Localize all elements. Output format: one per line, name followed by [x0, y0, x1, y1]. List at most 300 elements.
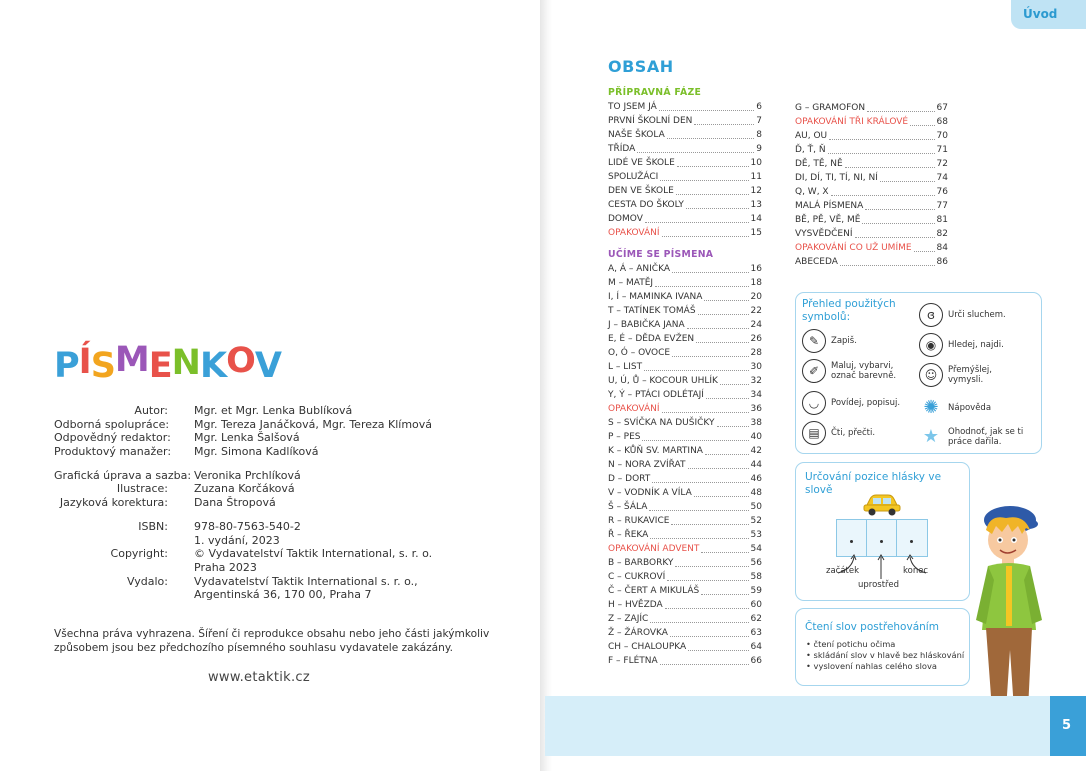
toc-column-1: [608, 86, 762, 668]
credit-row: [54, 547, 524, 574]
toc-entry[interactable]: [608, 388, 762, 402]
toc-entry[interactable]: [608, 226, 762, 240]
symbols-legend-box: [795, 292, 1042, 454]
credit-row: [54, 482, 524, 496]
toc-leader-dots: [670, 636, 749, 637]
list-item: • skládání slov v hlavě bez hláskování: [806, 650, 964, 661]
page-number: 5: [1062, 718, 1072, 733]
toc-entry-page: 74: [936, 173, 948, 183]
toc-entry-page: 30: [750, 362, 762, 372]
credit-values: [194, 575, 418, 602]
toc-entry-page: 68: [936, 117, 948, 127]
toc-section-heading: PŘÍPRAVNÁ FÁZE: [608, 87, 702, 98]
symbols-legend-title: Přehled použitých symbolů:: [802, 298, 896, 323]
toc-leader-dots: [672, 272, 749, 273]
toc-entry-title: PRVNÍ ŠKOLNÍ DEN: [608, 116, 693, 126]
reading-method-list: [806, 639, 964, 672]
credit-label: Produktový manažer:: [54, 445, 172, 459]
toc-entry[interactable]: [608, 304, 762, 318]
label-start: začátek: [826, 566, 860, 576]
toc-entry[interactable]: [608, 318, 762, 332]
credit-value: © Vydavatelství Taktik International, s. r. o.: [194, 547, 433, 561]
toc-leader-dots: [694, 124, 754, 125]
toc-leader-dots: [655, 286, 748, 287]
credit-label: Odpovědný redaktor:: [54, 431, 171, 445]
toc-entry-page: 54: [750, 544, 762, 554]
toc-entry[interactable]: [608, 212, 762, 226]
toc-entry-title: BĚ, PĚ, VĚ, MĚ: [795, 215, 861, 225]
symbol-description: Čti, přečti.: [831, 428, 876, 438]
toc-entry[interactable]: [795, 227, 948, 241]
pencil-icon: ✎: [802, 329, 826, 353]
toc-entry[interactable]: [795, 171, 948, 185]
toc-entry-page: 71: [936, 145, 948, 155]
toc-entry[interactable]: [608, 184, 762, 198]
credit-value: Mgr. Simona Kadlíková: [194, 445, 319, 459]
star-icon: ★: [922, 426, 940, 447]
logo-letter: M: [114, 340, 149, 380]
toc-entry-title: Ž – ŽÁROVKA: [608, 628, 668, 638]
symbol-item: [919, 303, 1037, 327]
symbol-description: Ohodnoť, jak se ti práce dařila.: [948, 427, 1024, 447]
credit-value: 978-80-7563-540-2: [194, 519, 301, 533]
toc-leader-dots: [829, 139, 934, 140]
toc-entry-title: Y, Ý – PTÁCI ODLÉTAJÍ: [608, 390, 704, 400]
toc-entry-page: 76: [936, 187, 948, 197]
symbol-item: [802, 391, 920, 415]
toc-entry-page: 6: [756, 102, 762, 112]
reading-method-title: Čtení slov postřehováním: [805, 621, 939, 633]
toc-entry-title: CESTA DO ŠKOLY: [608, 200, 684, 210]
toc-leader-dots: [705, 454, 749, 455]
toc-entry-page: 56: [750, 558, 762, 568]
toc-entry[interactable]: [795, 101, 948, 115]
toc-entry-title: B – BARBORKY: [608, 558, 674, 568]
toc-entry[interactable]: [795, 199, 948, 213]
toc-entry-title: M – MATĚJ: [608, 278, 654, 288]
credit-values: [194, 520, 301, 547]
toc-entry[interactable]: [608, 114, 762, 128]
toc-entry-title: OPAKOVÁNÍ CO UŽ UMÍME: [795, 243, 912, 253]
toc-entry-title: MALÁ PÍSMENA: [795, 201, 864, 211]
toc-entry[interactable]: [608, 262, 762, 276]
credit-label: ISBN:: [138, 519, 168, 533]
toc-leader-dots: [845, 167, 935, 168]
toc-entry[interactable]: [608, 100, 762, 114]
symbol-description: Nápověda: [948, 403, 992, 413]
toc-leader-dots: [675, 566, 748, 567]
toc-entry-title: SPOLUŽÁCI: [608, 172, 659, 182]
toc-entry-title: D – DORT: [608, 474, 651, 484]
logo-letter: N: [171, 343, 200, 383]
toc-leader-dots: [686, 208, 749, 209]
credit-values: [194, 469, 301, 483]
toc-leader-dots: [650, 622, 748, 623]
toc-leader-dots: [652, 482, 748, 483]
toc-entry[interactable]: [608, 472, 762, 486]
credit-label: Vydalo:: [127, 574, 168, 588]
toc-entry-title: OPAKOVÁNÍ TŘI KRÁLOVÉ: [795, 117, 909, 127]
toc-leader-dots: [701, 594, 748, 595]
toc-leader-dots: [865, 209, 934, 210]
toc-entry-page: 42: [750, 446, 762, 456]
toc-entry-title: DĚ, TĚ, NĚ: [795, 159, 843, 169]
credit-label: Copyright:: [110, 547, 168, 561]
toc-leader-dots: [660, 664, 749, 665]
ear-icon: ɞ: [919, 303, 943, 327]
credit-row: [54, 445, 524, 459]
toc-entry[interactable]: [608, 486, 762, 500]
toc-entry-title: LIDÉ VE ŠKOLE: [608, 158, 675, 168]
toc-leader-dots: [645, 222, 749, 223]
toc-leader-dots: [644, 370, 748, 371]
credit-values: [194, 404, 352, 418]
toc-entry[interactable]: [608, 458, 762, 472]
credit-value: Argentinská 36, 170 00, Praha 7: [194, 588, 372, 602]
toc-entry[interactable]: [608, 374, 762, 388]
toc-entry-title: OPAKOVÁNÍ: [608, 228, 660, 238]
toc-entry-page: 81: [936, 215, 948, 225]
toc-leader-dots: [667, 580, 748, 581]
toc-entry-title: T – TATÍNEK TOMÁŠ: [608, 306, 696, 316]
credit-value: Veronika Prchlíková: [194, 468, 301, 482]
toc-entry-title: AU, OU: [795, 131, 828, 141]
toc-entry[interactable]: [608, 654, 762, 668]
logo-letter: Í: [78, 342, 91, 382]
toc-entry-page: 13: [750, 200, 762, 210]
toc-entry[interactable]: [608, 416, 762, 430]
toc-entry-title: S – SVÍČKA NA DUŠIČKY: [608, 418, 715, 428]
toc-entry-page: 8: [756, 130, 762, 140]
credit-row: [54, 418, 524, 432]
book-gutter: [540, 0, 552, 771]
toc-entry[interactable]: [795, 241, 948, 255]
toc-leader-dots: [717, 426, 749, 427]
toc-entry-page: 22: [750, 306, 762, 316]
toc-entry[interactable]: [608, 640, 762, 654]
toc-entry-title: V – VODNÍK A VÍLA: [608, 488, 692, 498]
toc-leader-dots: [831, 195, 935, 196]
toc-title: OBSAH: [608, 57, 674, 76]
reading-method-box: [795, 608, 970, 686]
toc-entry[interactable]: [795, 143, 948, 157]
credit-row: [54, 496, 524, 510]
toc-entry-title: J – BABIČKA JANA: [608, 320, 685, 330]
credit-value: Mgr. et Mgr. Lenka Bublíková: [194, 404, 353, 417]
symbol-item: [919, 425, 1037, 449]
pismenkov-logo: [54, 340, 281, 386]
credit-row: [54, 575, 524, 602]
symbol-description: Hledej, najdi.: [948, 340, 1004, 350]
toc-entry-title: OPAKOVÁNÍ: [608, 404, 660, 414]
toc-leader-dots: [840, 265, 935, 266]
credit-value: 1. vydání, 2023: [194, 533, 280, 547]
toc-entry-title: L – LIST: [608, 362, 643, 372]
slot-dot: [880, 540, 883, 543]
toc-entry[interactable]: [608, 444, 762, 458]
toc-leader-dots: [862, 223, 934, 224]
credit-value: Praha 2023: [194, 560, 257, 574]
toc-entry-title: TŘÍDA: [608, 144, 636, 154]
toc-entry-page: 18: [750, 278, 762, 288]
logo-letter: P: [54, 346, 79, 386]
toc-entry[interactable]: [608, 612, 762, 626]
toc-entry-title: K – KŮŇ SV. MARTINA: [608, 446, 703, 456]
toc-entry-page: 52: [750, 516, 762, 526]
toc-entry-title: Č – ČERT A MIKULÁŠ: [608, 586, 700, 596]
symbol-item: [802, 329, 920, 353]
lips-icon: ◡: [802, 391, 826, 415]
toc-entry-page: 44: [750, 460, 762, 470]
toc-entry-title: NAŠE ŠKOLA: [608, 130, 665, 140]
toc-entry-page: 77: [936, 201, 948, 211]
toc-leader-dots: [910, 125, 934, 126]
credit-row: [54, 404, 524, 418]
toc-leader-dots: [694, 496, 749, 497]
symbol-description: Zapiš.: [831, 336, 857, 346]
toc-entry-page: 84: [936, 243, 948, 253]
toc-leader-dots: [637, 152, 754, 153]
toc-entry-page: 58: [750, 572, 762, 582]
toc-entry[interactable]: [608, 542, 762, 556]
toc-leader-dots: [649, 510, 748, 511]
toc-entry-title: G – GRAMOFON: [795, 103, 866, 113]
symbol-description: Urči sluchem.: [948, 310, 1006, 320]
toc-entry[interactable]: [608, 626, 762, 640]
toc-entry-page: 40: [750, 432, 762, 442]
toc-leader-dots: [880, 181, 935, 182]
slot-dot: [910, 540, 913, 543]
symbol-description: Přemýšlej, vymysli.: [948, 365, 992, 385]
book-icon: ▤: [802, 421, 826, 445]
toc-entry[interactable]: [608, 514, 762, 528]
toc-leader-dots: [688, 650, 748, 651]
toc-entry[interactable]: [608, 276, 762, 290]
toc-entry-page: 53: [750, 530, 762, 540]
toc-entry[interactable]: [608, 170, 762, 184]
toc-entry-page: 11: [750, 172, 762, 182]
toc-entry-title: Ř – ŘEKA: [608, 530, 649, 540]
toc-entry-page: 66: [750, 656, 762, 666]
credit-label: Ilustrace:: [116, 482, 168, 496]
list-item: • vyslovení nahlas celého slova: [806, 661, 964, 672]
toc-entry[interactable]: [608, 584, 762, 598]
section-tab-uvod[interactable]: [1011, 0, 1086, 29]
toc-leader-dots: [855, 237, 935, 238]
symbol-item: [919, 363, 1037, 387]
symbol-item: [919, 396, 1037, 420]
credit-label: Grafická úprava a sazba:: [54, 468, 192, 482]
car-icon: [862, 491, 902, 517]
credits-block: [54, 404, 524, 602]
toc-entry-page: 15: [750, 228, 762, 238]
credit-values: [194, 431, 300, 445]
logo-letter: V: [254, 346, 281, 386]
toc-leader-dots: [671, 524, 748, 525]
credit-row: [54, 520, 524, 547]
toc-entry-page: 46: [750, 474, 762, 484]
toc-entry-page: 28: [750, 348, 762, 358]
credit-label: Jazyková korektura:: [59, 496, 168, 510]
toc-leader-dots: [914, 251, 935, 252]
head-think-icon: ☺: [919, 363, 943, 387]
toc-entry[interactable]: [608, 290, 762, 304]
toc-leader-dots: [650, 538, 748, 539]
credit-value: Zuzana Korčáková: [194, 482, 295, 496]
toc-entry[interactable]: [608, 156, 762, 170]
credit-value: Mgr. Tereza Janáčková, Mgr. Tereza Klímová: [194, 417, 433, 431]
website-link[interactable]: www.etaktik.cz: [208, 670, 310, 685]
toc-entry-title: C – CUKROVÍ: [608, 572, 666, 582]
toc-entry[interactable]: [795, 185, 948, 199]
toc-entry-page: 62: [750, 614, 762, 624]
toc-section-heading: UČÍME SE PÍSMENA: [608, 249, 714, 260]
credit-values: [194, 547, 432, 574]
toc-entry-title: VYSVĚDČENÍ: [795, 229, 853, 239]
toc-entry-title: F – FLÉTNA: [608, 656, 658, 666]
credit-value: Dana Štropová: [194, 496, 276, 510]
logo-letter: O: [226, 341, 255, 381]
toc-entry[interactable]: [608, 430, 762, 444]
section-tab-label: Úvod: [1023, 7, 1058, 21]
toc-entry-page: 24: [750, 320, 762, 330]
toc-leader-dots: [701, 552, 748, 553]
toc-entry[interactable]: [608, 500, 762, 514]
toc-entry-title: O, Ó – OVOCE: [608, 348, 671, 358]
toc-entry-page: 20: [750, 292, 762, 302]
toc-entry[interactable]: [608, 332, 762, 346]
label-end: konec: [903, 566, 929, 576]
toc-entry-page: 10: [750, 158, 762, 168]
symbol-item: [919, 333, 1037, 357]
toc-entry-page: 32: [750, 376, 762, 386]
toc-leader-dots: [688, 468, 749, 469]
toc-entry-title: A, Á – ANIČKA: [608, 264, 670, 274]
toc-entry-page: 26: [750, 334, 762, 344]
toc-leader-dots: [662, 412, 749, 413]
toc-leader-dots: [676, 194, 749, 195]
toc-entry[interactable]: [795, 115, 948, 129]
toc-entry-title: Ď, Ť, Ň: [795, 145, 826, 155]
credit-label: Odborná spolupráce:: [54, 417, 170, 431]
toc-entry[interactable]: [795, 157, 948, 171]
toc-entry-title: OPAKOVÁNÍ ADVENT: [608, 544, 700, 554]
toc-entry-title: DEN VE ŠKOLE: [608, 186, 674, 196]
footer-band: [545, 696, 1050, 756]
toc-entry[interactable]: [608, 142, 762, 156]
toc-leader-dots: [687, 328, 749, 329]
toc-leader-dots: [696, 342, 748, 343]
list-item: • čtení potichu očima: [806, 639, 964, 650]
toc-entry-page: 60: [750, 600, 762, 610]
toc-entry[interactable]: [608, 556, 762, 570]
toc-entry-page: 48: [750, 488, 762, 498]
toc-entry-title: R – RUKAVICE: [608, 516, 670, 526]
toc-entry[interactable]: [608, 402, 762, 416]
toc-entry-page: 38: [750, 418, 762, 428]
toc-leader-dots: [720, 384, 749, 385]
toc-leader-dots: [672, 356, 748, 357]
toc-entry-page: 82: [936, 229, 948, 239]
toc-entry-title: Z – ZAJÍC: [608, 614, 649, 624]
toc-entry-page: 36: [750, 404, 762, 414]
symbol-description: Maluj, vybarvi, označ barevně.: [831, 361, 897, 381]
symbol-item: [802, 421, 920, 445]
toc-entry-title: E, É – DĚDA EVŽEN: [608, 334, 695, 344]
toc-entry-title: U, Ú, Ů – KOCOUR UHLÍK: [608, 376, 718, 386]
toc-entry[interactable]: [795, 213, 948, 227]
credit-values: [194, 496, 276, 510]
toc-entry-page: 67: [936, 103, 948, 113]
toc-entry-title: P – PES: [608, 432, 641, 442]
letter-position-box: [795, 462, 970, 601]
toc-entry-page: 16: [750, 264, 762, 274]
toc-entry-title: ABECEDA: [795, 257, 838, 267]
toc-entry-page: 50: [750, 502, 762, 512]
toc-entry-page: 9: [756, 144, 762, 154]
toc-leader-dots: [704, 300, 748, 301]
logo-letter: K: [199, 346, 227, 386]
toc-entry[interactable]: [608, 346, 762, 360]
credit-value: Mgr. Lenka Šalšová: [194, 431, 300, 445]
toc-entry[interactable]: [795, 129, 948, 143]
toc-leader-dots: [867, 111, 934, 112]
toc-leader-dots: [665, 608, 749, 609]
toc-entry-page: 12: [750, 186, 762, 196]
credit-values: [194, 445, 319, 459]
toc-leader-dots: [660, 180, 748, 181]
toc-entry-title: I, Í – MAMINKA IVANA: [608, 292, 703, 302]
toc-leader-dots: [642, 440, 748, 441]
credit-value: Vydavatelství Taktik International s. r. o.,: [194, 574, 418, 588]
toc-leader-dots: [698, 314, 749, 315]
credit-values: [194, 418, 432, 432]
crayons-icon: ✐: [802, 359, 826, 383]
toc-entry-title: H – HVĚZDA: [608, 600, 663, 610]
credit-row: [54, 469, 524, 483]
toc-entry-title: Q, W, X: [795, 187, 829, 197]
toc-entry-page: 70: [936, 131, 948, 141]
page-number-box: [1050, 696, 1086, 756]
symbol-description: Povídej, popisuj.: [831, 398, 901, 408]
toc-entry[interactable]: [608, 570, 762, 584]
eye-icon: ◉: [919, 333, 943, 357]
label-middle: uprostřed: [858, 580, 899, 590]
toc-entry[interactable]: [608, 360, 762, 374]
toc-entry-title: CH – CHALOUPKA: [608, 642, 687, 652]
toc-entry[interactable]: [608, 198, 762, 212]
toc-entry-page: 63: [750, 628, 762, 638]
toc-entry-page: 59: [750, 586, 762, 596]
toc-entry-page: 86: [936, 257, 948, 267]
toc-leader-dots: [706, 398, 749, 399]
logo-letter: E: [148, 346, 172, 386]
toc-entry[interactable]: [795, 255, 948, 269]
toc-leader-dots: [677, 166, 749, 167]
toc-entry-title: DI, DÍ, TI, TÍ, NI, NÍ: [795, 173, 878, 183]
toc-entry-page: 14: [750, 214, 762, 224]
toc-entry[interactable]: [608, 128, 762, 142]
symbol-item: [802, 359, 920, 383]
toc-entry-page: 7: [756, 116, 762, 126]
toc-entry[interactable]: [608, 528, 762, 542]
toc-entry[interactable]: [608, 598, 762, 612]
toc-column-2: [795, 101, 948, 269]
toc-leader-dots: [659, 110, 754, 111]
slot-dot: [850, 540, 853, 543]
letter-position-title: Určování pozice hlásky ve slově: [805, 471, 942, 496]
toc-entry-title: Š – ŠÁLA: [608, 502, 648, 512]
